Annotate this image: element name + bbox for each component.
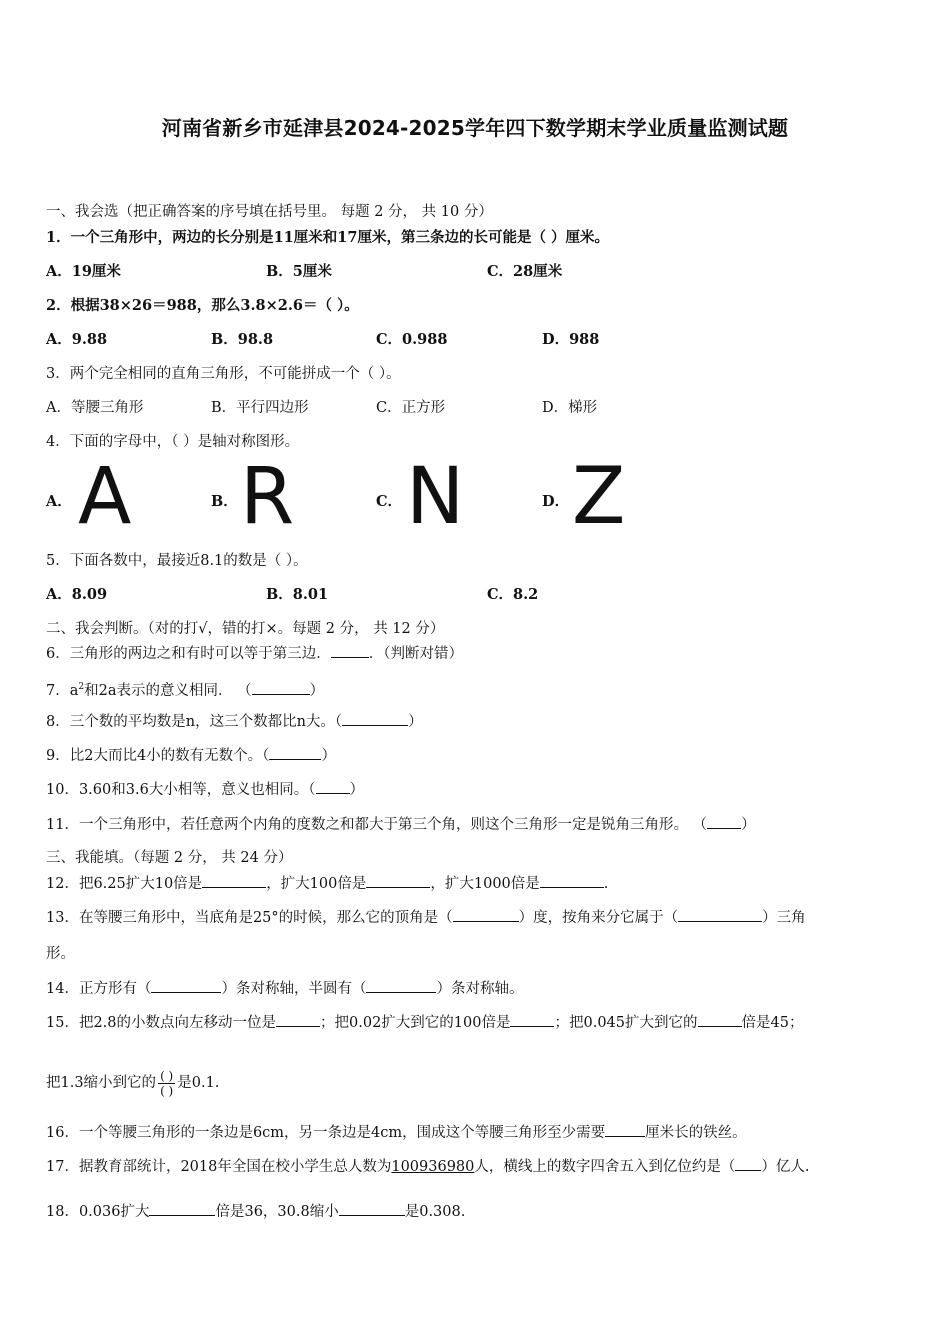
- letter-n-image: N: [406, 452, 465, 542]
- question-11: [46, 814, 756, 835]
- q14-text-2: ）条对称轴，半圆有（: [221, 981, 367, 997]
- q16-tail: 厘米长的铁丝。: [645, 1125, 747, 1141]
- q2-option-b: B．98.8: [211, 331, 274, 348]
- q12-text: 12．把6.25扩大10倍是: [46, 876, 203, 892]
- q2-option-a: A．9.88: [46, 331, 108, 348]
- question-9: [46, 745, 336, 766]
- q4-option-a: A．: [46, 493, 72, 510]
- q6-tail: ．（判断对错）: [368, 646, 463, 662]
- q3-option-b: B．平行四边形: [211, 400, 309, 416]
- q5-option-b: B．8.01: [266, 586, 329, 603]
- question-6: [46, 643, 463, 664]
- question-15-continued: [46, 1064, 219, 1102]
- q18-text-2: 倍是36，30.8缩小: [215, 1204, 339, 1220]
- question-7: [46, 677, 324, 701]
- q7-blank[interactable]: [252, 680, 310, 695]
- q1-option-b: B．5厘米: [266, 263, 332, 280]
- q12-text-2: ，扩大100倍是: [266, 876, 367, 892]
- question-3: 3．两个完全相同的直角三角形，不可能拼成一个（ ）。: [46, 366, 401, 382]
- question-8: [46, 711, 423, 732]
- q9-text: 9．比2大而比4小的数有无数个。（: [46, 748, 270, 764]
- q15-text-2: ；把0.02扩大到它的100倍是: [320, 1015, 511, 1031]
- q8-text: 8．三个数的平均数是n，这三个数都比n大。（: [46, 714, 343, 730]
- q15-text-4: 倍是45；: [741, 1015, 804, 1031]
- q15-text-3: ；把0.045扩大到它的: [554, 1015, 698, 1031]
- q15-blank-2[interactable]: [510, 1012, 554, 1027]
- fraction-blank[interactable]: [158, 1069, 175, 1098]
- q6-text: 6．三角形的两边之和有时可以等于第三边．: [46, 646, 331, 662]
- q16-text: 16．一个等腰三角形的一条边是6cm，另一条边是4cm，围成这个等腰三角形至少需要: [46, 1125, 606, 1141]
- q16-blank[interactable]: [605, 1122, 645, 1137]
- fraction-denominator: ( ): [160, 1083, 174, 1098]
- question-14: [46, 978, 523, 999]
- q8-tail: ）: [408, 714, 423, 730]
- q18-blank-1[interactable]: [149, 1201, 215, 1216]
- q17-blank[interactable]: [735, 1156, 761, 1171]
- q12-blank-3[interactable]: [540, 873, 604, 888]
- q3-option-d: D．梯形: [542, 400, 598, 416]
- q14-text-3: ）条对称轴。: [436, 981, 524, 997]
- question-15: [46, 1012, 803, 1033]
- q10-text: 10．3.60和3.6大小相等，意义也相同。（: [46, 782, 316, 798]
- question-2: 2．根据38×26＝988，那么3.8×2.6＝（ ）。: [46, 297, 359, 314]
- q11-blank[interactable]: [707, 814, 741, 829]
- q12-blank-1[interactable]: [202, 873, 266, 888]
- q1-option-a: A．19厘米: [46, 263, 121, 280]
- q17-text: 17．据教育部统计，2018年全国在校小学生总人数为: [46, 1159, 392, 1175]
- q8-blank[interactable]: [342, 711, 408, 726]
- section-3-heading: 三、我能填。（每题 2 分， 共 24 分）: [46, 850, 293, 866]
- q7-tail: ）: [309, 682, 325, 699]
- letter-a-image: A: [78, 452, 132, 542]
- question-17: [46, 1156, 810, 1177]
- q7-exponent: 2: [78, 682, 85, 692]
- question-12: [46, 873, 608, 894]
- q6-blank[interactable]: [331, 643, 369, 658]
- q12-blank-2[interactable]: [366, 873, 430, 888]
- question-18: [46, 1201, 465, 1222]
- q15-text: 15．把2.8的小数点向左移动一位是: [46, 1015, 277, 1031]
- q17-underlined-number: 100936980: [391, 1159, 475, 1175]
- section-2-heading: 二、我会判断。（对的打√，错的打×。每题 2 分， 共 12 分）: [46, 621, 445, 637]
- q4-option-b: B．: [211, 493, 238, 510]
- question-10: [46, 779, 364, 800]
- q7-text: 7．a: [46, 682, 79, 699]
- letter-z-image: Z: [572, 452, 626, 542]
- q12-text-3: ，扩大1000倍是: [430, 876, 540, 892]
- q13-text-3: ）三角: [762, 910, 806, 926]
- q5-option-a: A．8.09: [46, 586, 108, 603]
- q7-text-2: 和2a表示的意义相同． （: [84, 682, 252, 699]
- q13-text-2: ）度，按角来分它属于（: [518, 910, 679, 926]
- question-13-continued: 形。: [46, 946, 75, 962]
- q11-text: 11．一个三角形中，若任意两个内角的度数之和都大于第三个角，则这个三角形一定是锐角三角形。 （: [46, 817, 708, 833]
- q9-tail: ）: [321, 748, 336, 764]
- q18-blank-2[interactable]: [339, 1201, 405, 1216]
- section-1-heading: 一、我会选（把正确答案的序号填在括号里。 每题 2 分， 共 10 分）: [46, 204, 493, 220]
- q15-text-5: 把1.3缩小到它的: [46, 1075, 157, 1091]
- q13-text: 13．在等腰三角形中，当底角是25°的时候，那么它的顶角是（: [46, 910, 453, 926]
- q1-option-c: C．28厘米: [487, 263, 563, 280]
- question-13: [46, 907, 806, 928]
- q17-tail: ）亿人.: [761, 1159, 810, 1175]
- q4-option-d: D．: [542, 493, 570, 510]
- q13-blank-2[interactable]: [678, 907, 762, 922]
- q14-blank-1[interactable]: [151, 978, 221, 993]
- question-1: 1．一个三角形中，两边的长分别是11厘米和17厘米，第三条边的长可能是（ ）厘米。: [46, 229, 609, 246]
- q14-text: 14．正方形有（: [46, 981, 152, 997]
- q5-option-c: C．8.2: [487, 586, 539, 603]
- q15-text-6: 是0.1.: [177, 1075, 220, 1091]
- q3-option-a: A．等腰三角形: [46, 400, 144, 416]
- question-5: 5．下面各数中，最接近8.1的数是（ ）。: [46, 553, 308, 569]
- q2-option-d: D．988: [542, 331, 600, 348]
- q13-blank-1[interactable]: [453, 907, 519, 922]
- question-4: 4．下面的字母中，（ ）是轴对称图形。: [46, 434, 300, 450]
- q17-text-2: 人，横线上的数字四舍五入到亿位约是（: [474, 1159, 736, 1175]
- q18-text: 18．0.036扩大: [46, 1204, 150, 1220]
- q18-tail: 是0.308.: [404, 1204, 466, 1220]
- q10-blank[interactable]: [316, 779, 350, 794]
- q14-blank-2[interactable]: [366, 978, 436, 993]
- question-16: [46, 1122, 747, 1143]
- fraction-numerator: ( ): [160, 1068, 174, 1083]
- q10-tail: ）: [349, 782, 365, 798]
- letter-r-image: R: [240, 452, 295, 542]
- page-title: 河南省新乡市延津县2024-2025学年四下数学期末学业质量监测试题: [161, 116, 789, 140]
- q15-blank-3[interactable]: [698, 1012, 742, 1027]
- q2-option-c: C．0.988: [376, 331, 448, 348]
- q9-blank[interactable]: [269, 745, 321, 760]
- q11-tail: ）: [741, 817, 756, 833]
- q3-option-c: C．正方形: [376, 400, 446, 416]
- q12-tail: .: [603, 876, 609, 892]
- q4-option-c: C．: [376, 493, 403, 510]
- q15-blank-1[interactable]: [276, 1012, 320, 1027]
